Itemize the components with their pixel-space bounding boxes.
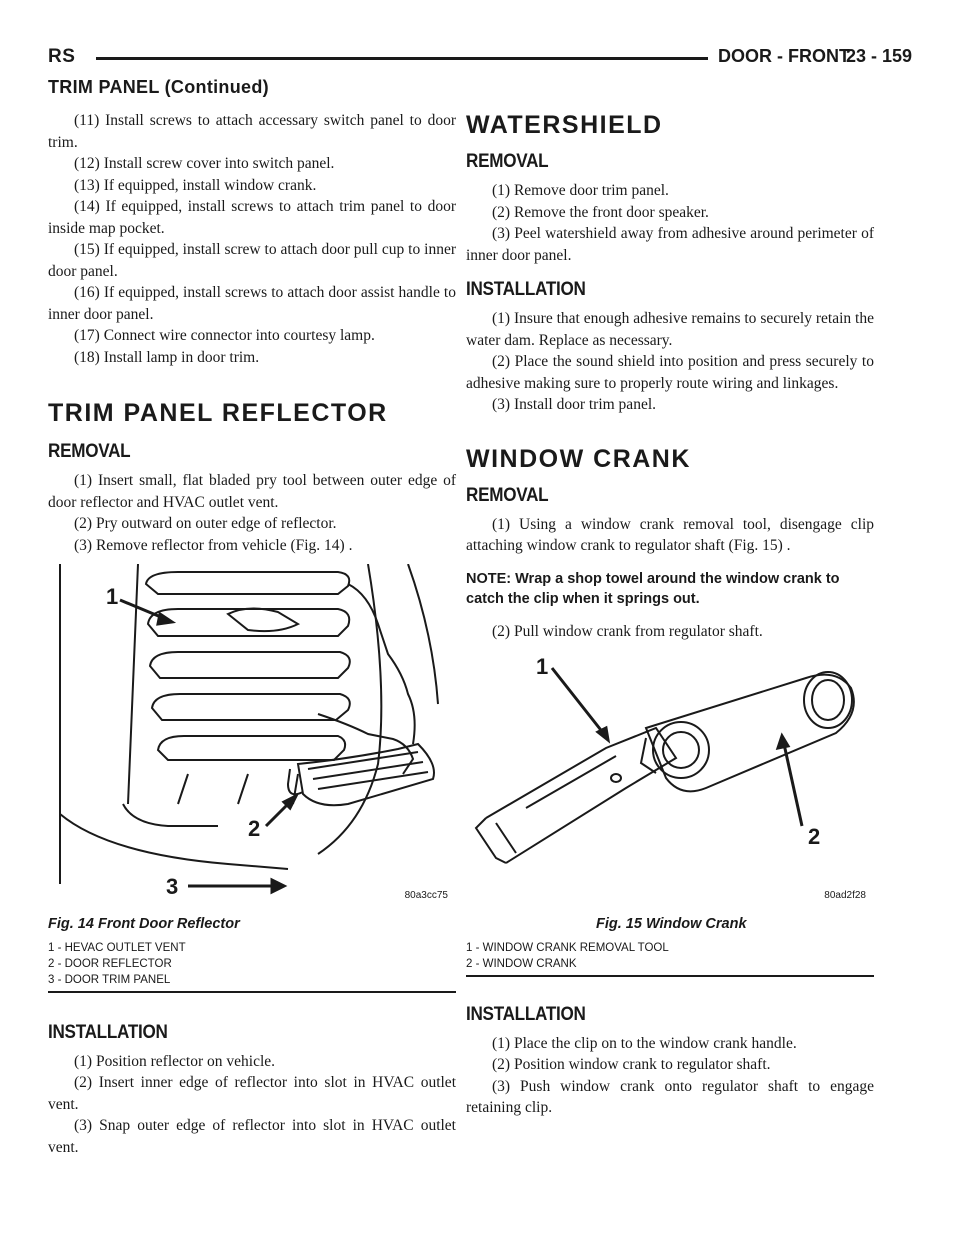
legend-item: 3 - DOOR TRIM PANEL xyxy=(48,973,171,986)
figure-15 xyxy=(466,648,874,910)
installation-heading: INSTALLATION xyxy=(466,1003,586,1025)
step: (15) If equipped, install screw to attach door pull cup to inner door panel. xyxy=(48,241,456,280)
step: (12) Install screw cover into switch panel. xyxy=(74,155,335,172)
header-section: DOOR - FRONT xyxy=(718,46,850,66)
header-page-number: 23 - 159 xyxy=(845,46,912,66)
left-column xyxy=(48,110,456,1158)
step: (1) Remove door trim panel. xyxy=(492,182,669,199)
callout-2: 2 xyxy=(248,816,261,841)
step: (13) If equipped, install window crank. xyxy=(74,176,317,194)
continued-heading: TRIM PANEL (Continued) xyxy=(48,77,269,97)
door-reflector-illustration xyxy=(48,564,456,910)
header-manual-code: RS xyxy=(48,46,76,67)
step: (2) Place the sound shield into position and press securely to adhesive making sure to properly route wiring and linkages. xyxy=(466,353,874,392)
step: (3) Peel watershield away from adhesive around perimeter of inner door panel. xyxy=(466,225,874,264)
figure-rule xyxy=(466,975,874,977)
step: (14) If equipped, install screws to attach trim panel to door inside map pocket. xyxy=(48,198,456,237)
legend-item: 2 - WINDOW CRANK xyxy=(466,957,577,970)
step: (11) Install screws to attach accessary switch panel to door trim. xyxy=(48,112,456,151)
header-rule xyxy=(96,57,708,60)
legend-item: 1 - HEVAC OUTLET VENT xyxy=(48,941,186,954)
step: (17) Connect wire connector into courtesy lamp. xyxy=(74,327,375,344)
legend-item: 1 - WINDOW CRANK REMOVAL TOOL xyxy=(466,941,669,954)
step: (16) If equipped, install screws to attach door assist handle to inner door panel. xyxy=(48,284,456,323)
callout-3: 3 xyxy=(166,874,179,899)
step: (1) Insert small, flat bladed pry tool between outer edge of door reflector and HVAC outlet vent. xyxy=(48,472,456,511)
figure-caption: Fig. 15 Window Crank xyxy=(596,916,747,932)
legend-item: 2 - DOOR REFLECTOR xyxy=(48,957,172,970)
figure-caption: Fig. 14 Front Door Reflector xyxy=(48,916,240,932)
step: (3) Install door trim panel. xyxy=(492,396,656,413)
section-title: TRIM PANEL REFLECTOR xyxy=(48,399,388,427)
right-column xyxy=(466,110,874,1119)
section-title: WINDOW CRANK xyxy=(466,444,691,473)
installation-heading: INSTALLATION xyxy=(48,1021,168,1043)
step: (2) Remove the front door speaker. xyxy=(492,203,709,221)
removal-heading: REMOVAL xyxy=(466,484,549,506)
callout-2: 2 xyxy=(808,824,821,849)
figure-rule xyxy=(48,991,456,993)
step: (3) Snap outer edge of reflector into slot in HVAC outlet vent. xyxy=(48,1117,456,1156)
step: (1) Place the clip on to the window crank handle. xyxy=(492,1034,797,1052)
section-title: WATERSHIELD xyxy=(466,111,663,139)
step: (2) Insert inner edge of reflector into slot in HVAC outlet vent. xyxy=(48,1074,456,1113)
figure-14 xyxy=(48,564,456,910)
callout-1: 1 xyxy=(106,584,119,609)
note: NOTE: Wrap a shop towel around the window crank to catch the clip when it springs out. xyxy=(466,570,840,607)
figure-code: 80ad2f28 xyxy=(824,889,866,901)
step: (18) Install lamp in door trim. xyxy=(74,348,260,366)
figure-code: 80a3cc75 xyxy=(404,889,448,901)
step: (2) Pull window crank from regulator shaft. xyxy=(492,622,763,640)
removal-heading: REMOVAL xyxy=(466,151,549,172)
window-crank-illustration xyxy=(466,648,874,910)
step: (3) Push window crank onto regulator shaft to engage retaining clip. xyxy=(466,1077,874,1116)
removal-heading: REMOVAL xyxy=(48,441,131,462)
step: (1) Insure that enough adhesive remains to securely retain the water dam. Replace as necessary. xyxy=(466,310,874,349)
installation-heading: INSTALLATION xyxy=(466,279,586,300)
step: (2) Position window crank to regulator shaft. xyxy=(492,1056,771,1073)
callout-1: 1 xyxy=(536,654,549,679)
step: (1) Position reflector on vehicle. xyxy=(74,1052,276,1070)
step: (1) Using a window crank removal tool, disengage clip attaching window crank to regulator shaft (Fig. 15) . xyxy=(466,515,874,554)
step: (2) Pry outward on outer edge of reflector. xyxy=(74,515,337,532)
step: (3) Remove reflector from vehicle (Fig. 14) . xyxy=(74,536,353,554)
